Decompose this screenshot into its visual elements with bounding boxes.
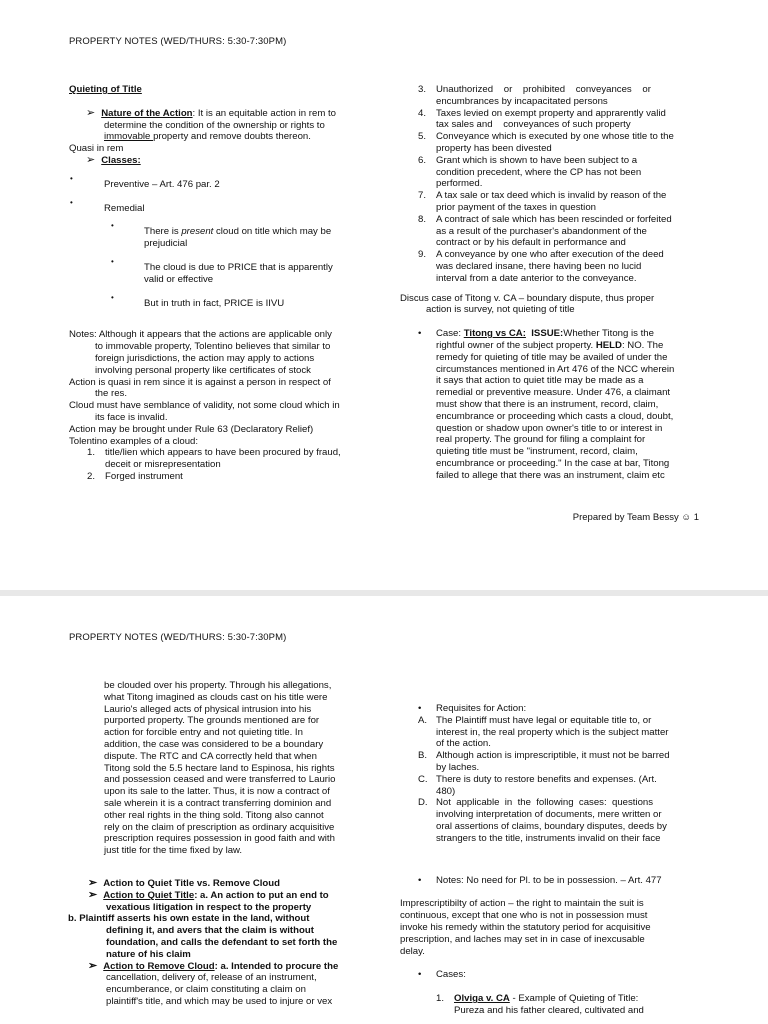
imprescriptibility-line: delay. — [400, 945, 425, 957]
requisite-line: involving interpretation of documents, mere written or — [436, 809, 662, 821]
page-2 — [0, 596, 768, 1024]
item-number: 4. — [418, 107, 427, 119]
cloud-example-item — [418, 108, 698, 132]
item-number: 1. — [87, 447, 96, 459]
case-item-olviga — [436, 993, 698, 1017]
notes-block — [69, 329, 365, 482]
item-number: 6. — [418, 154, 427, 166]
case-label: Case: — [436, 328, 464, 340]
cloud-example-line: A conveyance by one who after execution of the deed — [436, 249, 664, 261]
cloud-example-line: prior payment of the taxes in question — [436, 201, 596, 213]
paragraph-line: prescription requires possession in good faith and with — [104, 833, 335, 845]
cloud-examples-list — [418, 84, 698, 285]
bullet-icon: • — [418, 969, 422, 981]
case-line: : NO. The — [621, 339, 664, 351]
case-line: it says that action to quiet title may be made as a — [436, 375, 644, 387]
plaintiff-line: b. Plaintiff asserts his own estate in the land, without — [68, 913, 310, 925]
requisite-line: Not applicable in the following cases: questions — [436, 797, 654, 809]
bullet-icon: • — [70, 173, 73, 183]
right-column — [400, 84, 698, 482]
cloud-example-item — [418, 131, 698, 155]
cloud-example-line: was declared insane, there having been no lucid — [436, 260, 642, 272]
requisites-list — [418, 715, 698, 845]
paragraph-line: be clouded over his property. Through his allegations, — [104, 680, 332, 691]
sub1-a: There is — [144, 226, 182, 238]
cloud-example-item — [418, 249, 698, 284]
case-line: circumstances mentioned in Art 476 of the NCC wherein — [436, 363, 675, 375]
heading-compare: Action to Quiet Title vs. Remove Cloud — [103, 877, 281, 889]
requisite-item — [418, 715, 698, 750]
requisites-title: Requisites for Action: — [436, 703, 527, 714]
case-line: question or shadow upon owner's title to or interest in — [436, 422, 663, 434]
classes-heading — [69, 155, 365, 167]
item-number: C. — [418, 773, 428, 785]
sub2-a: The cloud is due to PRICE that is apparently — [144, 261, 333, 273]
plaintiff-line: defining it, and avers that the claim is without — [106, 925, 314, 937]
cloud-example-line: condition precedent, where the CP has not been — [436, 166, 642, 178]
cloud-example-line: contract or by his default in performance and — [436, 237, 626, 249]
requisite-line: There is duty to restore benefits and expenses. (Art. — [436, 773, 657, 785]
item-number: B. — [418, 750, 428, 762]
nature-text-2: determine the condition of the ownership or rights to — [104, 119, 325, 131]
item-number: A. — [418, 714, 428, 726]
quiet-title-text: vexatious litigation in respect to the property — [106, 901, 312, 913]
requisite-line: Although action is imprescriptible, it must not be barred — [436, 750, 670, 762]
left-column — [68, 680, 366, 1008]
sub1-d: prejudicial — [144, 238, 188, 250]
case-line: rightful owner of the subject property. — [436, 339, 596, 351]
olviga-case-text: Pureza and his father cleared, cultivated and — [454, 1004, 644, 1016]
requisite-line: by laches. — [436, 761, 480, 773]
example-line: Forged instrument — [105, 470, 183, 482]
page-footer: Prepared by Team Bessy ☺ 1 — [572, 512, 699, 523]
discus-note — [400, 293, 698, 317]
remedial-text: Remedial — [104, 202, 145, 214]
paragraph-line: purported property. The grounds mentioned are for — [104, 715, 320, 727]
case-line: Whether Titong is the — [563, 328, 654, 340]
cases-heading — [418, 969, 698, 981]
sub1-c: cloud on title which may be — [213, 226, 332, 238]
left-column — [69, 84, 365, 483]
cloud-example-line: performed. — [436, 178, 483, 190]
case-line: must show that there is an instrument, record, claim, — [436, 398, 659, 410]
cloud-example-line: tax sales and conveyances of such property — [436, 119, 631, 131]
imprescriptibility-line: Imprescriptibilty of action – the right to maintain the suit is — [400, 898, 644, 910]
requisite-line: strangers to the title, instruments invalid on their face — [436, 832, 661, 844]
cloud-example-line: Unauthorized or prohibited conveyances or — [436, 84, 651, 95]
requisite-line: interest in, the real property which is the subject matter — [436, 726, 669, 738]
requisite-line: of the action. — [436, 738, 491, 750]
bullet-icon: • — [418, 328, 422, 340]
paragraph-line: addition, the case was considered to be a boundary — [104, 738, 324, 750]
plaintiff-line: foundation, and calls the defendant to set forth the — [106, 936, 338, 948]
remove-cloud-text: encumberance, or claim constituting a claim on — [106, 984, 306, 996]
paragraph-line: rely on the claim of prescription as ordinary acquisitive — [104, 821, 335, 833]
olviga-case-name: Olviga v. CA — [454, 993, 510, 1005]
nature-text-3a: immovable — [104, 131, 154, 143]
case-line: quieting title must be "instrument, record, claim, — [436, 446, 638, 458]
paragraph-line: just title for the time fixed by law. — [104, 845, 243, 857]
notes-line: to immovable property, Tolentino believes that similar to — [95, 341, 331, 353]
imprescriptibility-para — [400, 898, 698, 957]
requisite-line: The Plaintiff must have legal or equitable title to, or — [436, 714, 652, 726]
paragraph-line: dispute. The RTC and CA correctly held that when — [104, 750, 317, 762]
remove-cloud-text: cancellation, delivery of, release of an instrument, — [106, 972, 317, 984]
item-number: 5. — [418, 131, 427, 143]
arrow-bullet-icon: ➢ — [88, 876, 98, 889]
quiet-vs-remove-block — [68, 876, 366, 1008]
remedial-sub-2 — [69, 256, 365, 286]
example-line: deceit or misrepresentation — [105, 459, 221, 471]
paragraph-line: Titong sold the 5.5 hectare land to Espinosa, his rights — [104, 762, 335, 774]
notes-line: Notes: Although it appears that the actions are applicable only — [69, 329, 332, 341]
cloud-example-line: interval from a date anterior to the conveyance. — [436, 272, 637, 284]
cloud-line: Cloud must have semblance of validity, not some cloud which in — [69, 400, 340, 412]
classes-label: Classes: — [101, 154, 141, 166]
remedial-item — [69, 197, 365, 215]
cloud-example-item — [418, 190, 698, 214]
item-number: 2. — [87, 470, 96, 482]
cloud-example-item — [418, 84, 698, 108]
notes-line: involving personal property like certificates of stock — [95, 364, 311, 376]
paragraph-line: sale wherein it is a contract transferring dominion and — [104, 797, 332, 809]
arrow-bullet-icon: ➢ — [88, 888, 98, 901]
preventive-text: Preventive – Art. 476 par. 2 — [104, 178, 220, 190]
plaintiff-line: nature of his claim — [106, 948, 191, 960]
page-header: PROPERTY NOTES (WED/THURS: 5:30-7:30PM) — [69, 632, 287, 643]
case-lines — [436, 352, 698, 482]
page-header: PROPERTY NOTES (WED/THURS: 5:30-7:30PM) — [69, 36, 287, 47]
requisite-item — [418, 750, 698, 774]
cloud-line: its face is invalid. — [95, 411, 168, 423]
paragraph-line: and possession ceased and were transferred to Laurio — [104, 774, 336, 786]
requisite-line: 480) — [436, 785, 456, 797]
bullet-icon: • — [70, 197, 73, 207]
possession-note-text: Notes: No need for Pl. to be in possession. – Art. 477 — [436, 874, 662, 886]
cloud-example-line: property has been divested — [436, 142, 552, 154]
preventive-item — [69, 173, 365, 191]
case-name: Titong vs CA: — [463, 328, 526, 340]
arrow-bullet-icon: ➢ — [88, 959, 98, 972]
remove-cloud-text: plaintiff's title, and which may be used to injure or vex — [106, 995, 333, 1007]
section-title: Quieting of Title — [69, 84, 142, 95]
nature-text: : It is an equitable action in rem to — [192, 107, 336, 119]
item-number: 3. — [418, 84, 427, 95]
example-line: title/lien which appears to have been procured by fraud, — [105, 447, 341, 459]
item-number: 7. — [418, 190, 427, 202]
quasi-line: the res. — [95, 388, 127, 400]
item-number: 9. — [418, 249, 427, 261]
cloud-example-line: Taxes levied on exempt property and apprarently valid — [436, 107, 666, 119]
right-column — [400, 703, 698, 1017]
cloud-example-line: Grant which is shown to have been subject to a — [436, 154, 638, 166]
imprescriptibility-line: invoke his remedy within the statutory period for acquisitive — [400, 921, 651, 933]
sub2-b: valid or effective — [144, 273, 214, 285]
cloud-example-line: Conveyance which is executed by one whose title to the — [436, 131, 674, 143]
remedial-sub-3 — [69, 292, 365, 310]
tolentino-examples: Tolentino examples of a cloud: — [69, 435, 199, 447]
arrow-bullet-icon: ➢ — [86, 106, 96, 119]
paragraph-line: other real rights in the thing sold. Titong also cannot — [104, 809, 324, 821]
remove-cloud-label: Action to Remove Cloud — [103, 960, 215, 972]
case-line: remedial or preventive measure. Under 476, a claimant — [436, 387, 671, 399]
bullet-icon: • — [111, 292, 114, 302]
item-number: D. — [418, 797, 428, 809]
quiet-title-label: Action to Quiet Title — [103, 889, 195, 901]
paragraph-line: upon its sale to the latter. Thus, it is now a contract of — [104, 786, 330, 798]
case-line: encumbrance or proceeding." In the case at bar, Titong — [436, 457, 670, 469]
cloud-example-item — [418, 214, 698, 249]
example-item — [87, 471, 365, 483]
titong-case — [418, 328, 698, 481]
rule63-line: Action may be brought under Rule 63 (Declaratory Relief) — [69, 423, 314, 435]
sub1-b: present — [181, 226, 214, 238]
held-label: HELD — [595, 339, 622, 351]
bullet-icon: • — [111, 256, 114, 266]
example-item — [87, 447, 365, 471]
nature-block — [69, 108, 365, 143]
requisite-line: oral assertions of claims, boundary disputes, deeds by — [436, 820, 667, 832]
cloud-example-line: as a result of the purchaser's abandonment of the — [436, 225, 647, 237]
bullet-icon: • — [418, 703, 422, 714]
case-line: failed to allege that there was an instrument, claim etc — [436, 469, 665, 481]
remove-cloud-text: : a. Intended to procure the — [214, 960, 339, 972]
discus-line: Discus case of Titong v. CA – boundary dispute, thus proper — [400, 292, 655, 304]
olviga-case-text: - Example of Quieting of Title: — [509, 993, 639, 1005]
quiet-title-text: : a. An action to put an end to — [194, 889, 329, 901]
requisite-item — [418, 774, 698, 798]
possession-note — [418, 875, 698, 887]
case-line: real property. The ground for filing a complaint for — [436, 434, 646, 446]
cases-title: Cases: — [436, 969, 466, 981]
sub3: But in truth in fact, PRICE is IIVU — [144, 297, 285, 309]
cloud-example-line: A contract of sale which has been rescinded or forfeited — [436, 213, 672, 225]
cloud-example-item — [418, 155, 698, 190]
requisites-heading — [418, 703, 698, 715]
notes-line: foreign jurisdictions, the action may apply to actions — [95, 352, 315, 364]
item-number: 8. — [418, 213, 427, 225]
nature-label: Nature of the Action — [101, 107, 193, 119]
remedial-sub-1 — [69, 221, 365, 250]
cloud-example-line: A tax sale or tax deed which is invalid by reason of the — [436, 190, 667, 202]
bullet-icon: • — [111, 221, 114, 231]
case-line: remedy for quieting of title may be availed of under the — [436, 351, 668, 363]
imprescriptibility-line: prescription, and laches may set in in case of inexcusable — [400, 933, 645, 945]
paragraph-line: action for forcible entry and not quieting title. In — [104, 727, 303, 739]
imprescriptibility-line: continuous, except that one who is not in possession must — [400, 910, 648, 922]
case-line: encumbrance or proceeding which casts a cloud, doubt, — [436, 410, 674, 422]
discus-line: action is survey, not quieting of title — [426, 304, 575, 316]
requisite-item — [418, 797, 698, 844]
bullet-icon: • — [418, 874, 422, 886]
issue-label: ISSUE: — [531, 328, 564, 340]
item-number: 1. — [436, 993, 445, 1005]
cloud-example-line: encumbrances by incapacitated persons — [436, 95, 608, 107]
paragraph-line: Laurio's alleged acts of physical intrusion into his — [104, 703, 312, 715]
titong-continuation — [104, 680, 366, 857]
arrow-bullet-icon: ➢ — [86, 153, 96, 166]
paragraph-line: what Titong imagined as clouds cast on his title were — [104, 691, 328, 703]
nature-text-3b: property and remove doubts thereon. — [153, 131, 311, 143]
quasi-in-rem: Quasi in rem — [69, 143, 124, 155]
quasi-line: Action is quasi in rem since it is against a person in respect of — [69, 376, 331, 388]
